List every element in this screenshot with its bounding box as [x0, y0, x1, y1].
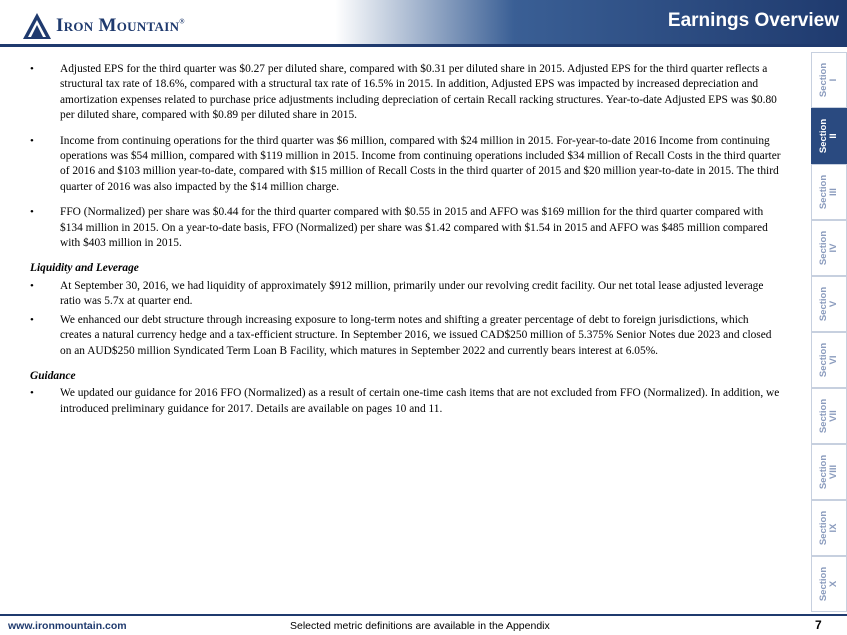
- iron-mountain-logo[interactable]: [22, 10, 185, 42]
- bullet-text: We enhanced our debt structure through increasing exposure to long-term notes and shifting a greater percentage of debt to foreign jurisdictions, which creates a natural currency hedge and a tax-efficient structure. In September 2016, we issued CAD$250 million of 5.375% Senior Notes due 2023 and closed on an AUD$250 million Syndicated Term Loan B Facility, which matures in September 2022 and currently bears interest at 6.05%.: [60, 313, 772, 357]
- section-tab-4[interactable]: [811, 220, 847, 276]
- section-tab-label: Section IV: [818, 230, 839, 266]
- footer-website-link[interactable]: www.ironmountain.com: [8, 620, 127, 632]
- header-divider: [0, 44, 847, 47]
- page-number: 7: [815, 618, 822, 632]
- section-tab-7[interactable]: [811, 388, 847, 444]
- section-tab-label: Section V: [818, 286, 839, 322]
- bullet-icon: •: [30, 387, 34, 400]
- guidance-heading: Guidance: [30, 369, 76, 382]
- title-bar: [335, 0, 847, 44]
- section-tab-2[interactable]: [811, 108, 847, 164]
- section-tab-8[interactable]: [811, 444, 847, 500]
- bullet-text: FFO (Normalized) per share was $0.44 for the third quarter compared with $0.55 in 2015 and AFFO was $169 million for the third quarter compared with $134 million in 2015. On a year-to-date basis, FFO (Normalized) per share was $1.42 compared with $1.54 in 2015 and AFFO was $485 million compared with $403 million in 2015.: [60, 206, 768, 250]
- bullet-ffo-affo: [30, 205, 782, 251]
- bullet-text: We updated our guidance for 2016 FFO (Normalized) as a result of certain one-time cash items that are not excluded from FFO (Normalized). In addition, we introduced preliminary guidance for 2017. Details are available on pages 10 and 11.: [60, 387, 780, 415]
- bullet-adjusted-eps: [30, 62, 782, 124]
- section-tab-label: Section VI: [818, 342, 839, 378]
- bullet-text: Adjusted EPS for the third quarter was $0.27 per diluted share, compared with $0.31 per diluted share in 2015. Adjusted EPS for the third quarter reflects a structural tax rate of 18.6%, compared with a structural tax rate of 16.5% in 2015. In addition, Adjusted EPS was impacted by increased depreciation and amortization expenses related to purchase price adjustments including depreciation of certain Recall racking structures. Year-to-date Adjusted EPS was $0.80 per diluted share, compared with $0.89 per diluted share in 2015.: [60, 63, 777, 122]
- bullet-icon: •: [30, 279, 34, 292]
- section-tab-label: Section II: [818, 118, 839, 154]
- mountain-logo-icon: [22, 12, 52, 40]
- section-tab-9[interactable]: [811, 500, 847, 556]
- bullet-liquidity: [30, 279, 782, 310]
- section-tab-label: Section IX: [818, 510, 839, 546]
- header: [0, 0, 847, 52]
- section-tab-10[interactable]: [811, 556, 847, 612]
- bullet-text: At September 30, 2016, we had liquidity of approximately $912 million, primarily under our revolving credit facility. Our net total lease adjusted leverage ratio was 5.7x at quarter end.: [60, 279, 764, 308]
- liquidity-heading: Liquidity and Leverage: [30, 262, 139, 275]
- bullet-text: Income from continuing operations for the third quarter was $6 million, compared with $24 million in 2015. For-year-to-date 2016 Income from continuing operations was $54 million, compared with $119 million in 2015. Income from continuing operations included $34 million of Recall Costs in the third quarter of 2016 and $103 million year-to-date, compared with $15 million of Recall Costs in the third quarter of 2015 and $20 million year-to-date in 2015. The third quarter of 2016 was also impacted by the $14 million charge.: [60, 134, 781, 193]
- bullet-icon: •: [30, 63, 34, 75]
- main-content: [30, 62, 782, 427]
- footer-note: Selected metric definitions are available in the Appendix: [290, 620, 550, 632]
- footer-divider: [0, 614, 847, 616]
- bullet-icon: •: [30, 134, 34, 147]
- bullet-debt-structure: [30, 313, 782, 359]
- logo-text: Iron Mountain®: [56, 15, 185, 36]
- bullet-icon: •: [30, 206, 34, 219]
- bullet-icon: •: [30, 313, 34, 326]
- section-tab-1[interactable]: [811, 52, 847, 108]
- section-tab-label: Section III: [818, 174, 839, 210]
- page-title: Earnings Overview: [667, 10, 839, 31]
- bullet-income-continuing-ops: [30, 134, 782, 196]
- section-tab-label: Section I: [818, 62, 839, 98]
- section-tab-3[interactable]: [811, 164, 847, 220]
- section-tab-5[interactable]: [811, 276, 847, 332]
- section-tab-label: Section VIII: [818, 454, 839, 490]
- section-tab-label: Section VII: [818, 398, 839, 434]
- bullet-guidance: [30, 386, 782, 417]
- section-tab-label: Section X: [818, 566, 839, 602]
- section-tab-6[interactable]: [811, 332, 847, 388]
